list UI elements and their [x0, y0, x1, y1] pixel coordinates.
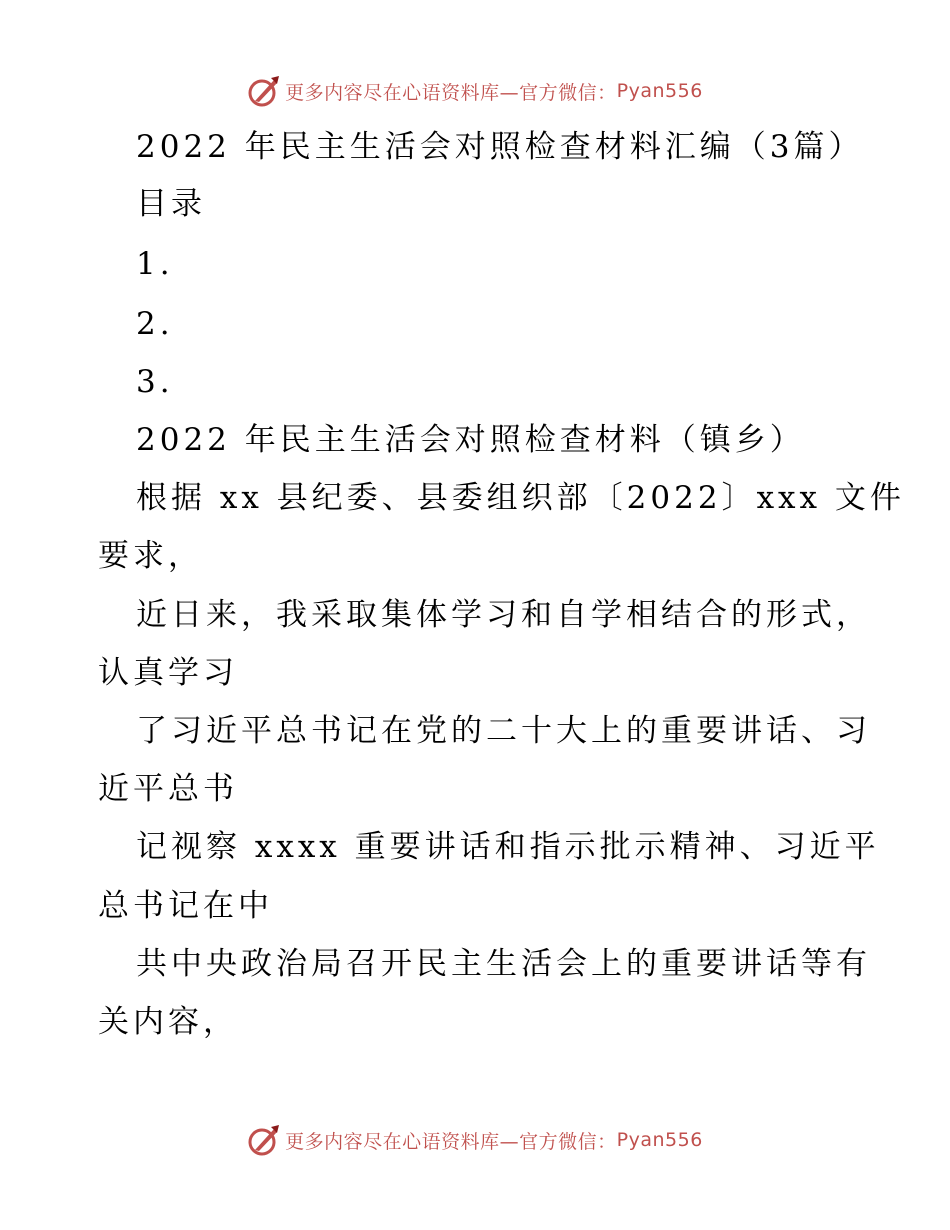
section-title: 2022 年民主生活会对照检查材料（镇乡）: [136, 422, 805, 458]
watermark-wechat-id: Pyan556: [616, 1129, 703, 1151]
body-line: 近日来，我采取集体学习和自学相结合的形式，: [136, 597, 871, 633]
body-line: 根据 xx 县纪委、县委组织部〔2022〕xxx 文件: [136, 480, 905, 516]
quill-pen-circle-icon: [247, 1123, 281, 1157]
watermark-text: 更多内容尽在心语资料库—官方微信：: [285, 1130, 617, 1153]
body-line: 要求，: [98, 538, 203, 574]
footer-watermark: [0, 1120, 950, 1160]
toc-item: 1.: [136, 246, 174, 282]
body-line: 记视察 xxxx 重要讲话和指示批示精神、习近平: [136, 829, 880, 865]
toc-item: 2.: [136, 306, 174, 342]
watermark-wechat-id: Pyan556: [616, 80, 703, 102]
body-line: 了习近平总书记在党的二十大上的重要讲话、习: [136, 713, 871, 749]
document-title: 2022 年民主生活会对照检查材料汇编（3篇）: [136, 129, 864, 165]
body-line: 近平总书: [98, 771, 238, 807]
watermark-text: 更多内容尽在心语资料库—官方微信：: [285, 81, 617, 104]
body-line: 关内容，: [98, 1004, 238, 1040]
body-line: 总书记在中: [98, 888, 273, 924]
toc-item: 3.: [136, 364, 174, 400]
body-line: 认真学习: [98, 655, 238, 691]
toc-heading: 目录: [136, 186, 206, 222]
body-line: 共中央政治局召开民主生活会上的重要讲话等有: [136, 946, 871, 982]
